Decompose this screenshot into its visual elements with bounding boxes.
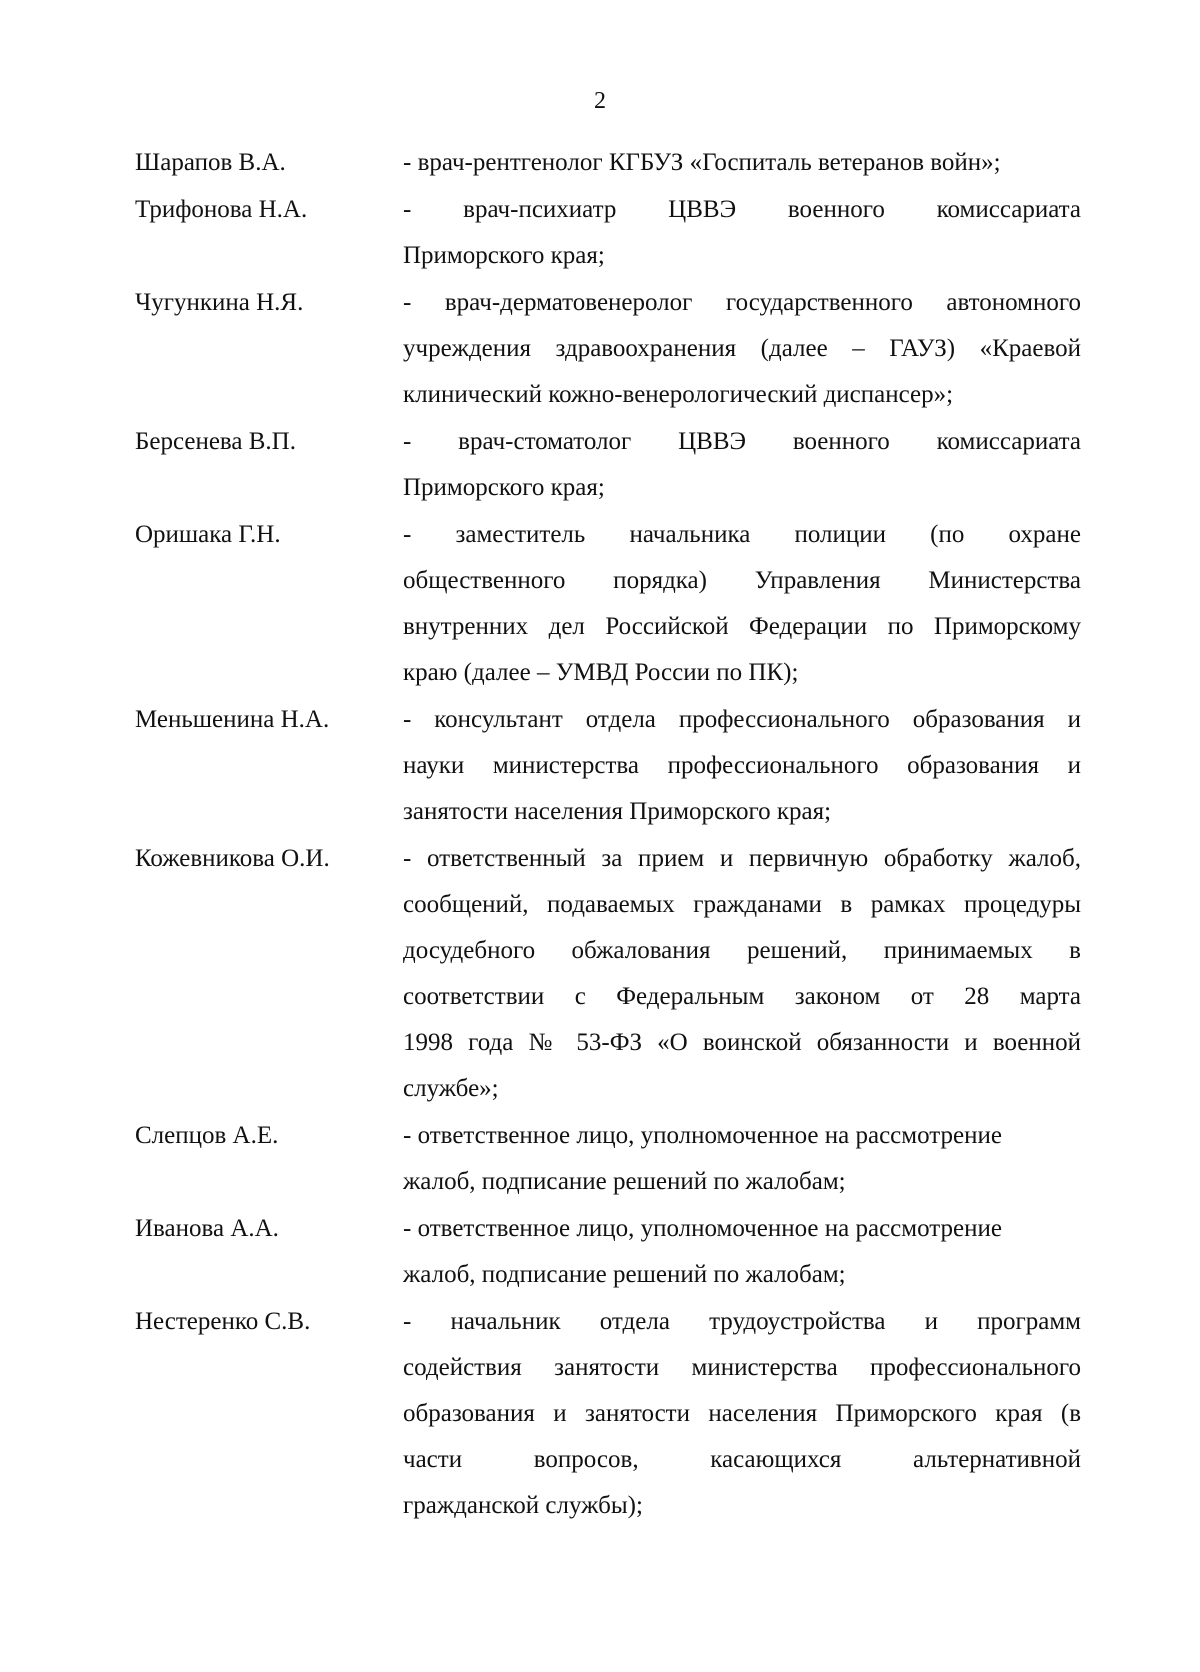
- role-line: - консультант отдела профессионального образования и: [403, 706, 1081, 733]
- member-name: Берсенева В.П.: [135, 428, 296, 455]
- role-line: части вопросов, касающихся альтернативной: [403, 1446, 1081, 1473]
- role-line: - ответственный за прием и первичную обработку жалоб,: [403, 845, 1081, 872]
- role-line: сообщений, подаваемых гражданами в рамках процедуры: [403, 891, 1081, 918]
- role-line: Приморского края;: [403, 474, 605, 501]
- role-line: жалоб, подписание решений по жалобам;: [403, 1168, 846, 1195]
- roster-entry: [135, 1299, 1081, 1529]
- role-line: 1998 года № 53-ФЗ «О воинской обязанности и военной: [403, 1029, 1081, 1056]
- member-role: [403, 1113, 1081, 1205]
- member-roster: [135, 140, 1081, 1530]
- member-name: Оришака Г.Н.: [135, 521, 281, 548]
- member-name: Нестеренко С.В.: [135, 1308, 311, 1335]
- member-role: [403, 1206, 1081, 1298]
- role-line: краю (далее – УМВД России по ПК);: [403, 659, 799, 686]
- member-name: Шарапов В.А.: [135, 149, 286, 176]
- page-number: 2: [594, 88, 606, 114]
- roster-entry: [135, 836, 1081, 1112]
- role-line: внутренних дел Российской Федерации по Приморскому: [403, 613, 1081, 640]
- role-line: Приморского края;: [403, 242, 605, 269]
- role-line: службе»;: [403, 1075, 499, 1102]
- role-line: занятости населения Приморского края;: [403, 798, 832, 825]
- role-line: содействия занятости министерства профессионального: [403, 1354, 1081, 1381]
- role-line: гражданской службы);: [403, 1492, 643, 1519]
- member-name: Чугункина Н.Я.: [135, 289, 304, 316]
- roster-entry: [135, 280, 1081, 418]
- role-line: досудебного обжалования решений, принимаемых в: [403, 937, 1081, 964]
- roster-entry: [135, 512, 1081, 696]
- member-role: [403, 187, 1081, 279]
- roster-entry: [135, 187, 1081, 279]
- role-line: - ответственное лицо, уполномоченное на рассмотрение: [403, 1215, 1002, 1242]
- role-line: - врач-психиатр ЦВВЭ военного комиссариата: [403, 196, 1081, 223]
- role-line: образования и занятости населения Приморского края (в: [403, 1400, 1081, 1427]
- role-line: соответствии с Федеральным законом от 28 марта: [403, 983, 1081, 1010]
- role-line: - заместитель начальника полиции (по охране: [403, 521, 1081, 548]
- roster-entry: [135, 140, 1081, 186]
- roster-entry: [135, 1206, 1081, 1298]
- member-name: Кожевникова О.И.: [135, 845, 330, 872]
- roster-entry: [135, 419, 1081, 511]
- role-line: - ответственное лицо, уполномоченное на рассмотрение: [403, 1122, 1002, 1149]
- member-name: Трифонова Н.А.: [135, 196, 308, 223]
- roster-entry: [135, 697, 1081, 835]
- role-line: - врач-рентгенолог КГБУЗ «Госпиталь ветеранов войн»;: [403, 149, 1001, 176]
- member-role: [403, 1299, 1081, 1529]
- member-role: [403, 140, 1081, 186]
- member-name: Слепцов А.Е.: [135, 1122, 279, 1149]
- role-line: общественного порядка) Управления Министерства: [403, 567, 1081, 594]
- member-role: [403, 419, 1081, 511]
- role-line: - врач-дерматовенеролог государственного автономного: [403, 289, 1081, 316]
- role-line: клинический кожно-венерологический диспансер»;: [403, 381, 954, 408]
- roster-entry: [135, 1113, 1081, 1205]
- role-line: науки министерства профессионального образования и: [403, 752, 1081, 779]
- member-role: [403, 280, 1081, 418]
- member-role: [403, 836, 1081, 1112]
- role-line: - начальник отдела трудоустройства и программ: [403, 1308, 1081, 1335]
- member-name: Иванова А.А.: [135, 1215, 279, 1242]
- role-line: учреждения здравоохранения (далее – ГАУЗ) «Краевой: [403, 335, 1081, 362]
- member-name: Меньшенина Н.А.: [135, 706, 330, 733]
- member-role: [403, 697, 1081, 835]
- role-line: жалоб, подписание решений по жалобам;: [403, 1261, 846, 1288]
- role-line: - врач-стоматолог ЦВВЭ военного комиссариата: [403, 428, 1081, 455]
- member-role: [403, 512, 1081, 696]
